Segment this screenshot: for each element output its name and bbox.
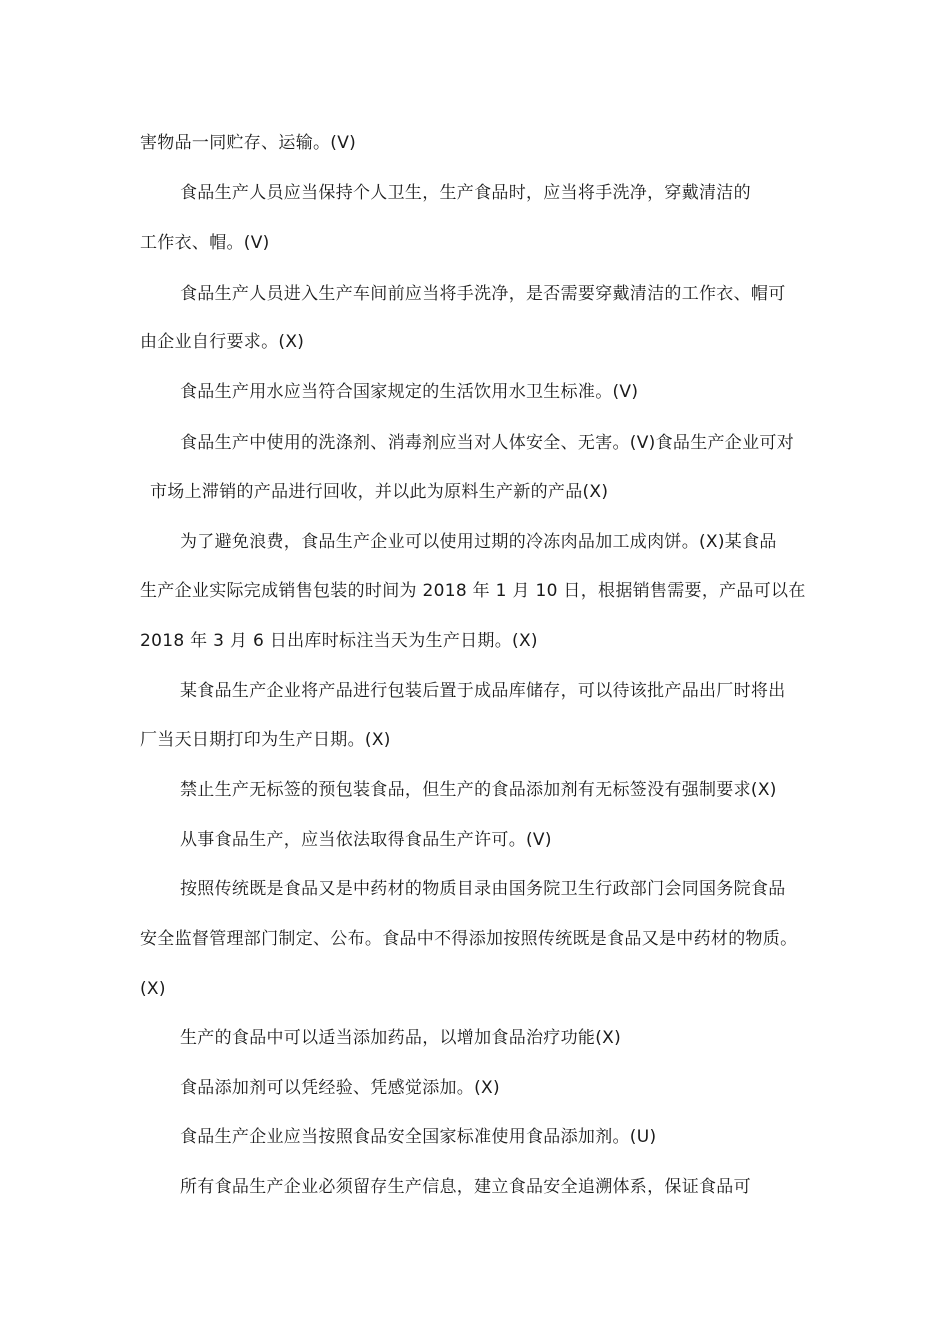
text-line: 食品生产人员应当保持个人卫生，生产食品时，应当将手洗净，穿戴清洁的 (180, 183, 751, 203)
text-line: 按照传统既是食品又是中药材的物质目录由国务院卫生行政部门会同国务院食品 (180, 879, 786, 899)
text-line: 害物品一同贮存、运输。(V) (140, 133, 357, 153)
text-line: 生产的食品中可以适当添加药品，以增加食品治疗功能(X) (180, 1028, 622, 1048)
text-line: (X) (140, 979, 166, 999)
text-line: 禁止生产无标签的预包装食品，但生产的食品添加剂有无标签没有强制要求(X) (180, 780, 777, 800)
text-line: 市场上滞销的产品进行回收，并以此为原料生产新的产品(X) (150, 482, 609, 502)
text-line: 工作衣、帽。(V) (140, 233, 270, 253)
text-line: 食品生产企业应当按照食品安全国家标准使用食品添加剂。(U) (180, 1127, 657, 1147)
text-line: 食品生产中使用的洗涤剂、消毒剂应当对人体安全、无害。(V)食品生产企业可对 (180, 433, 794, 453)
text-line: 所有食品生产企业必须留存生产信息，建立食品安全追溯体系，保证食品可 (180, 1177, 751, 1197)
text-line: 为了避免浪费，食品生产企业可以使用过期的冷冻肉品加工成肉饼。(X)某食品 (180, 532, 777, 552)
text-line: 厂当天日期打印为生产日期。(X) (140, 730, 391, 750)
text-line: 食品添加剂可以凭经验、凭感觉添加。(X) (180, 1078, 500, 1098)
text-line: 安全监督管理部门制定、公布。食品中不得添加按照传统既是食品又是中药材的物质。 (140, 929, 798, 949)
text-line: 食品生产用水应当符合国家规定的生活饮用水卫生标准。(V) (180, 382, 639, 402)
text-line: 从事食品生产，应当依法取得食品生产许可。(V) (180, 830, 552, 850)
text-line: 某食品生产企业将产品进行包装后置于成品库储存，可以待该批产品出厂时将出 (180, 681, 786, 701)
text-line: 食品生产人员进入生产车间前应当将手洗净，是否需要穿戴清洁的工作衣、帽可 (180, 284, 786, 304)
text-line: 2018 年 3 月 6 日出库时标注当天为生产日期。(X) (140, 631, 538, 651)
text-line: 生产企业实际完成销售包装的时间为 2018 年 1 月 10 日，根据销售需要，产品可以在 (140, 581, 806, 601)
text-line: 由企业自行要求。(X) (140, 332, 305, 352)
